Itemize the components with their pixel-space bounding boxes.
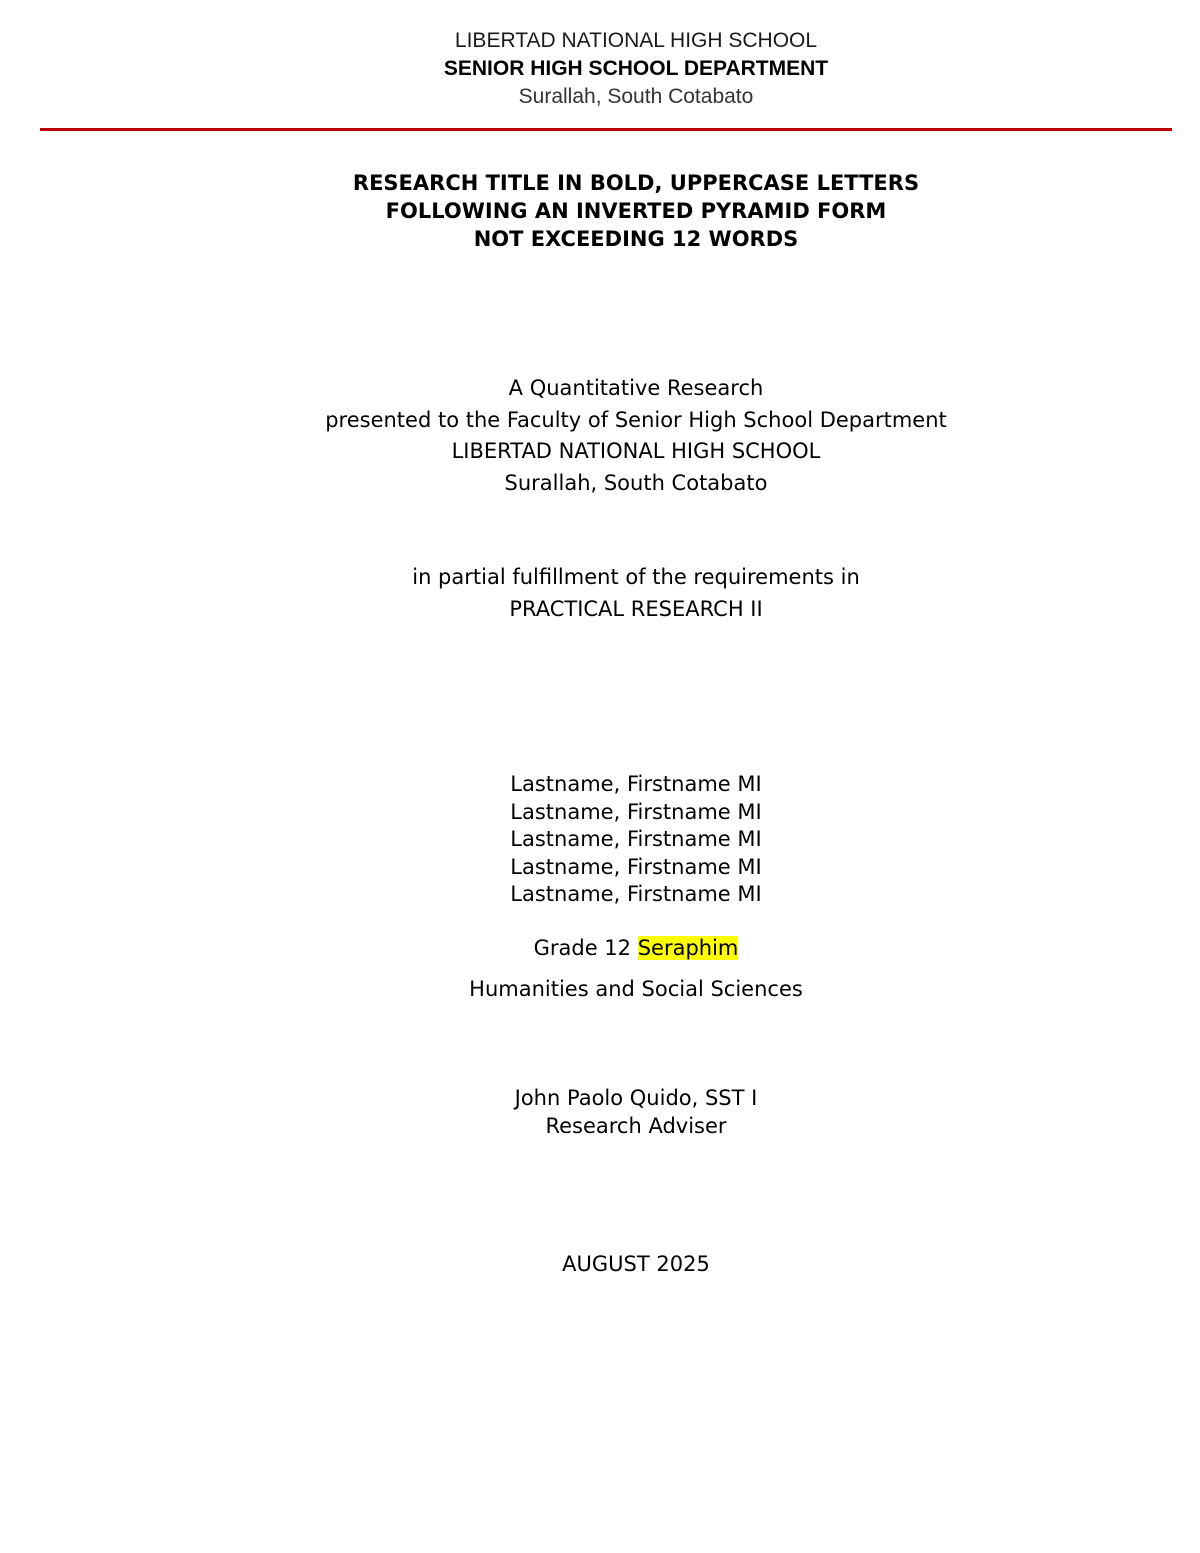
presentation-school: LIBERTAD NATIONAL HIGH SCHOOL [451, 439, 821, 463]
strand-name: Humanities and Social Sciences [469, 977, 803, 1001]
title-line-1: RESEARCH TITLE IN BOLD, UPPERCASE LETTERS [352, 171, 920, 195]
fulfillment-block [0, 562, 1200, 625]
adviser-name: John Paolo Quido, SST I [514, 1086, 758, 1110]
presentation-block [0, 373, 1200, 499]
header-school-name: LIBERTAD NATIONAL HIGH SCHOOL [454, 29, 818, 52]
subject-name: PRACTICAL RESEARCH II [509, 596, 763, 621]
fulfillment-text: in partial fulfillment of the requirements in [412, 565, 860, 589]
header-divider [40, 128, 1172, 131]
author-name: Lastname, Firstname MI [510, 799, 762, 824]
page-header [0, 27, 1200, 111]
grade-section [0, 933, 1200, 964]
header-location: Surallah, South Cotabato [518, 85, 754, 108]
author-name: Lastname, Firstname MI [510, 854, 762, 879]
section-name-highlighted: Seraphim [637, 936, 739, 960]
submission-date: AUGUST 2025 [562, 1252, 710, 1276]
title-line-2: FOLLOWING AN INVERTED PYRAMID FORM [385, 199, 887, 223]
grade-level: Grade 12 [533, 936, 638, 960]
author-name: Lastname, Firstname MI [510, 882, 762, 906]
author-name: Lastname, Firstname MI [510, 827, 762, 851]
adviser-block [0, 1084, 1200, 1140]
presented-to: presented to the Faculty of Senior High School Department [325, 407, 947, 432]
author-name: Lastname, Firstname MI [510, 772, 762, 796]
research-title [0, 169, 1200, 253]
research-type: A Quantitative Research [508, 376, 764, 400]
title-line-3: NOT EXCEEDING 12 WORDS [473, 227, 799, 251]
header-department: SENIOR HIGH SCHOOL DEPARTMENT [443, 57, 829, 80]
authors-list [0, 771, 1200, 909]
adviser-role: Research Adviser [545, 1114, 727, 1138]
presentation-location: Surallah, South Cotabato [504, 470, 768, 495]
